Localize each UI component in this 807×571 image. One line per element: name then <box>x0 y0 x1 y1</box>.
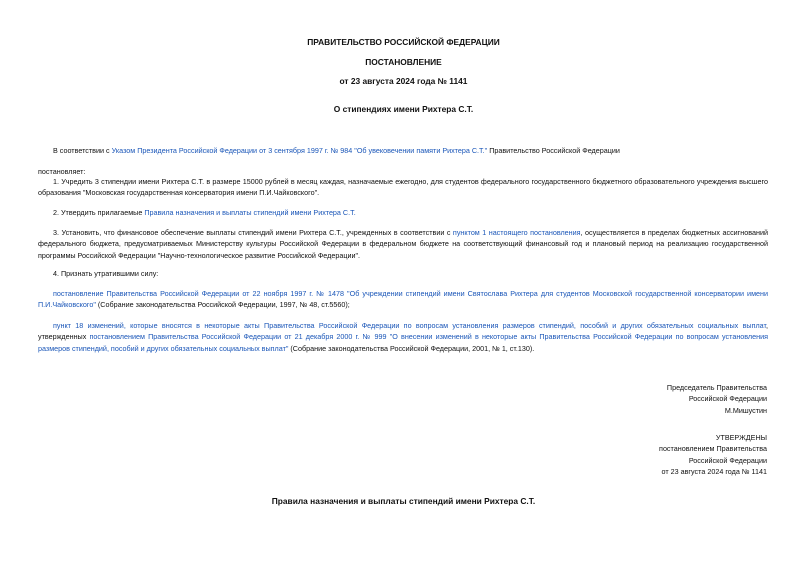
preamble <box>38 145 768 156</box>
doc-subject: О стипендиях имени Рихтера С.Т. <box>333 104 474 114</box>
item-3-prefix: 3. Установить, что финансовое обеспечение выплаты стипендий имени Рихтера С.Т., учрежденных в соответствии с <box>53 228 453 237</box>
doc-date-number: от 23 августа 2024 года № 1141 <box>339 76 468 86</box>
item-2 <box>38 207 768 218</box>
resolution-1478-link[interactable]: постановление Правительства Российской Федерации от 22 ноября 1997 г. № 1478 "Об учреждении стипендий имени Святослава Рихтера для студентов Московской государственной консерватории имени П.И.Чайковского" <box>38 289 768 310</box>
point-1-link[interactable]: пунктом 1 настоящего постановления <box>452 228 581 237</box>
item-3-suffix: , осуществляется в пределах бюджетных ассигнований федерального бюджета, предусматриваемых Министерству культуры Российской Федерации в федеральном бюджете на соответствующий финансовый год и плановый период на реализацию государственной программы Российской Федерации "Научно-технологическое развитие Российской Федерации". <box>38 228 768 260</box>
approval-line-3: от 23 августа 2024 года № 1141 <box>661 466 767 476</box>
item-4: 4. Признать утратившими силу: <box>53 269 159 278</box>
repeal-1 <box>38 288 768 311</box>
approval-block <box>659 432 767 477</box>
item-3 <box>38 227 768 261</box>
resolution-999-link[interactable]: постановлением Правительства Российской Федерации от 21 декабря 2000 г. № 999 "О внесении изменений в некоторые акты Правительства Российской Федерации по вопросам установления размеров стипендий, пособий и других обязательных социальных выплат" <box>38 332 769 353</box>
preamble-prefix: В соответствии с <box>53 146 112 155</box>
approval-line-1: постановлением Правительства <box>659 444 767 454</box>
item-2-prefix: 2. Утвердить прилагаемые <box>53 208 145 217</box>
repeal-2 <box>38 320 768 354</box>
signature-block <box>667 382 767 416</box>
doc-type: ПОСТАНОВЛЕНИЕ <box>365 57 442 67</box>
signature-line-1: Председатель Правительства <box>666 383 767 392</box>
repeal-2-middle: , утвержденных <box>38 321 768 342</box>
decree-link[interactable]: Указом Президента Российской Федерации от 3 сентября 1997 г. № 984 "Об увековечении памяти Рихтера С.Т." <box>111 146 488 155</box>
signature-line-2: Российской Федерации <box>688 394 767 404</box>
resolves-text: постановляет: <box>38 167 86 176</box>
item-1: 1. Учредить 3 стипендии имени Рихтера С.Т. в размере 15000 рублей в месяц каждая, назначаемые ежегодно, для студентов федерального государственного бюджетного образовательного учреждения высшего образования "Московская государственная консерватория имени П.И.Чайковского". <box>38 177 768 198</box>
repeal-1-suffix: (Собрание законодательства Российской Федерации, 1997, № 48, ст.5560); <box>95 300 350 310</box>
approval-title: УТВЕРЖДЕНЫ <box>715 433 767 442</box>
rules-title: Правила назначения и выплаты стипендий имени Рихтера С.Т. <box>271 496 536 506</box>
preamble-suffix: Правительство Российской Федерации <box>487 146 620 155</box>
government-title: ПРАВИТЕЛЬСТВО РОССИЙСКОЙ ФЕДЕРАЦИИ <box>307 37 500 47</box>
repeal-2-suffix: (Собрание законодательства Российской Федерации, 2001, № 1, ст.130). <box>288 343 535 353</box>
signature-line-3: М.Мишустин <box>724 405 767 415</box>
point-18-link[interactable]: пункт 18 изменений, которые вносятся в некоторые акты Правительства Российской Федерации по вопросам установления размеров стипендий, пособий и других обязательных социальных выплат <box>53 321 766 330</box>
approval-line-2: Российской Федерации <box>688 455 767 465</box>
rules-link[interactable]: Правила назначения и выплаты стипендий имени Рихтера С.Т. <box>144 208 356 217</box>
